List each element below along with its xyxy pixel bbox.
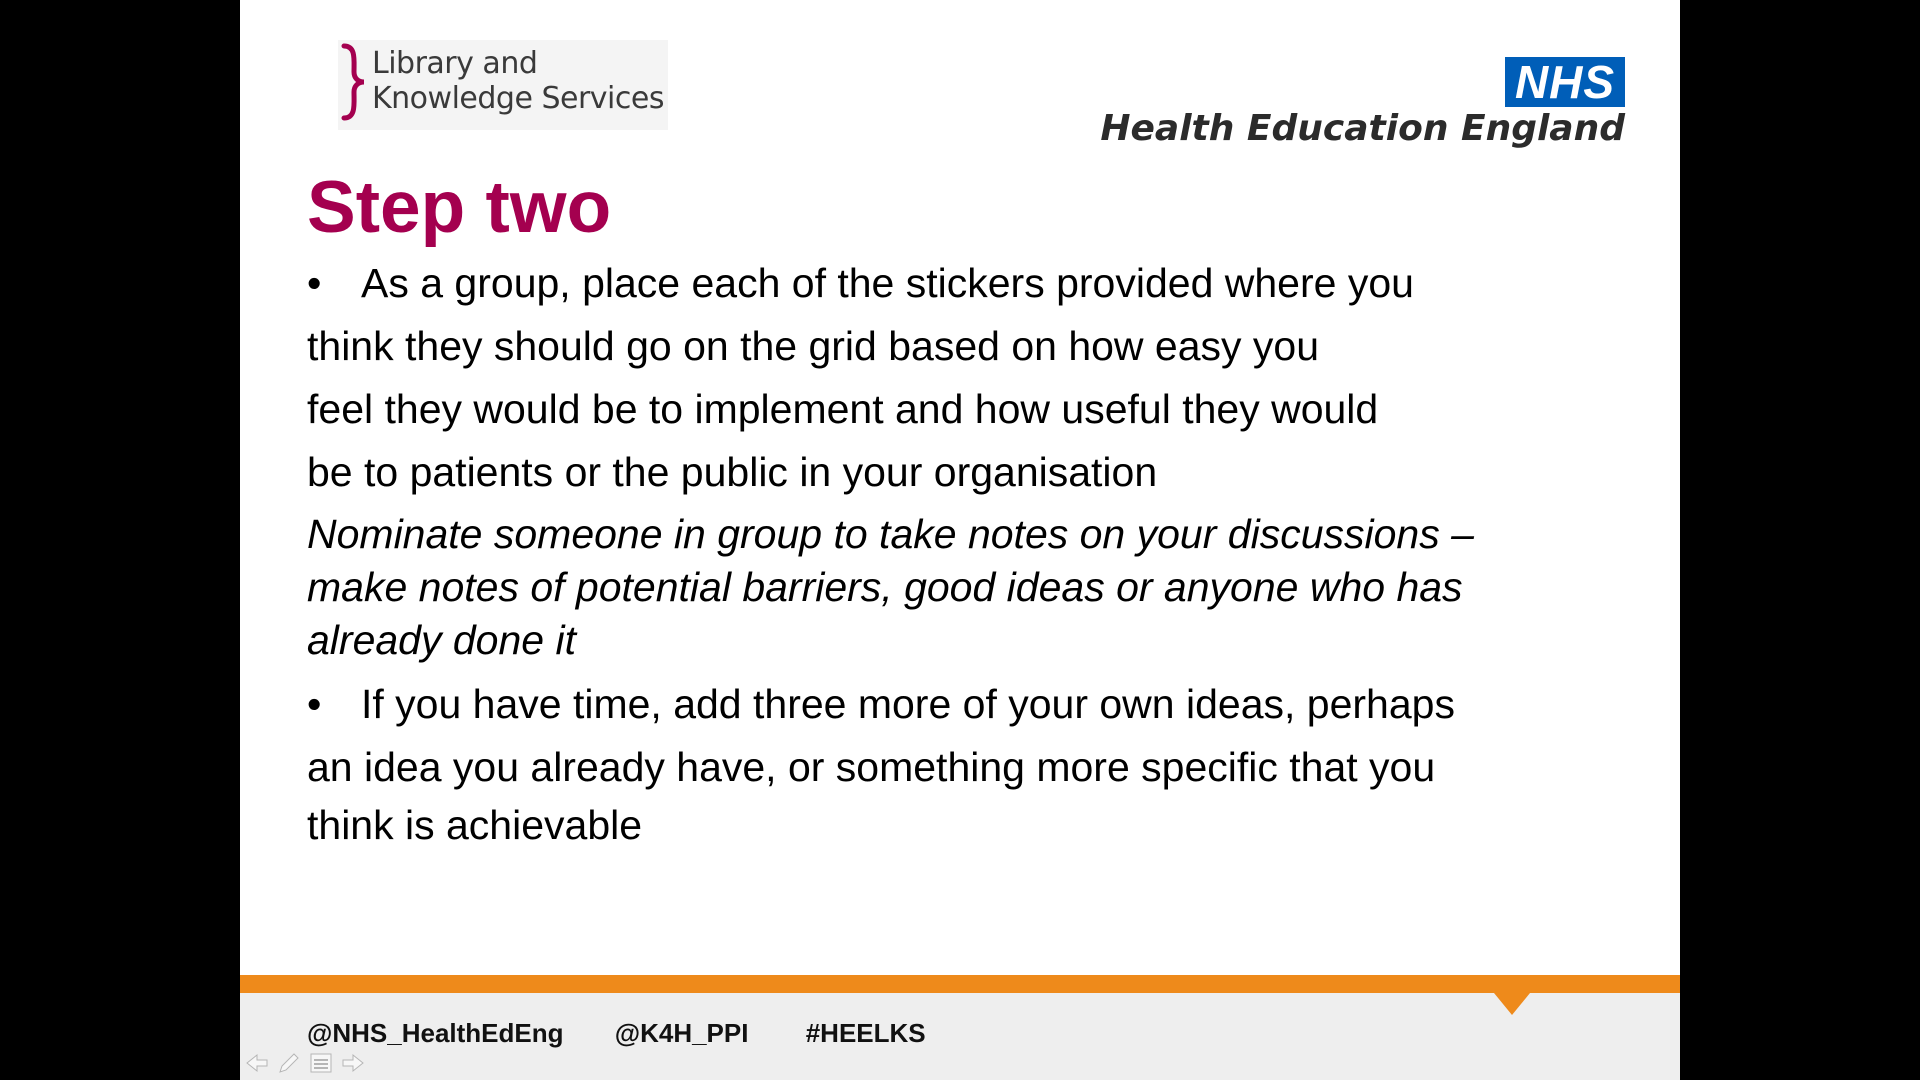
slides-menu-icon[interactable] [308,1050,334,1076]
slide-body [307,252,1637,851]
paragraph1-line4: be to patients or the public in your organisation [307,449,1158,495]
paragraph2-line1: If you have time, add three more of your own ideas, perhaps [361,681,1455,727]
paragraph2-line2: an idea you already have, or something more specific that you [307,744,1436,790]
footer-handle-hee: @NHS_HealthEdEng [307,1018,564,1048]
bullet-line-2 [307,673,1637,736]
footer-orange-band [240,975,1680,993]
footer-handles [307,1018,926,1049]
next-slide-icon[interactable] [340,1050,366,1076]
note-line2: make notes of potential barriers, good ideas or anyone who has [307,564,1463,610]
note-line1: Nominate someone in group to take notes on your discussions – [307,511,1474,557]
note-line3: already done it [307,617,576,663]
previous-slide-icon[interactable] [244,1050,270,1076]
paragraph1-line2: think they should go on the grid based on how easy you [307,323,1320,369]
footer-handle-k4h: @K4H_PPI [614,1018,749,1048]
lks-logo-line1: Library and [372,46,538,81]
footer-tab-notch-icon [1494,993,1530,1017]
pen-icon[interactable] [276,1050,302,1076]
bullet-line-1 [307,252,1637,315]
slide-title: Step two [307,167,612,248]
footer-hashtag: #HEELKS [805,1018,926,1048]
paragraph1-line3: feel they would be to implement and how useful they would [307,386,1379,432]
bullet-dot: • [307,681,322,727]
lks-logo-text [372,46,664,116]
lks-bracket-icon [338,42,368,122]
nhs-logo-badge-text: NHS [1514,56,1616,108]
lks-logo-line2: Knowledge Services [372,81,664,116]
note-block [307,508,1637,667]
paragraph1-line1: As a group, place each of the stickers provided where you [361,260,1414,306]
bullet-dot: • [307,260,322,306]
nhs-logo-badge [1505,57,1625,107]
lks-logo [338,40,668,130]
paragraph2-line3: think is achievable [307,802,643,848]
slideshow-toolbar [244,1050,366,1078]
hee-organisation-name: Health Education England [1100,108,1625,149]
slide [240,0,1680,1080]
